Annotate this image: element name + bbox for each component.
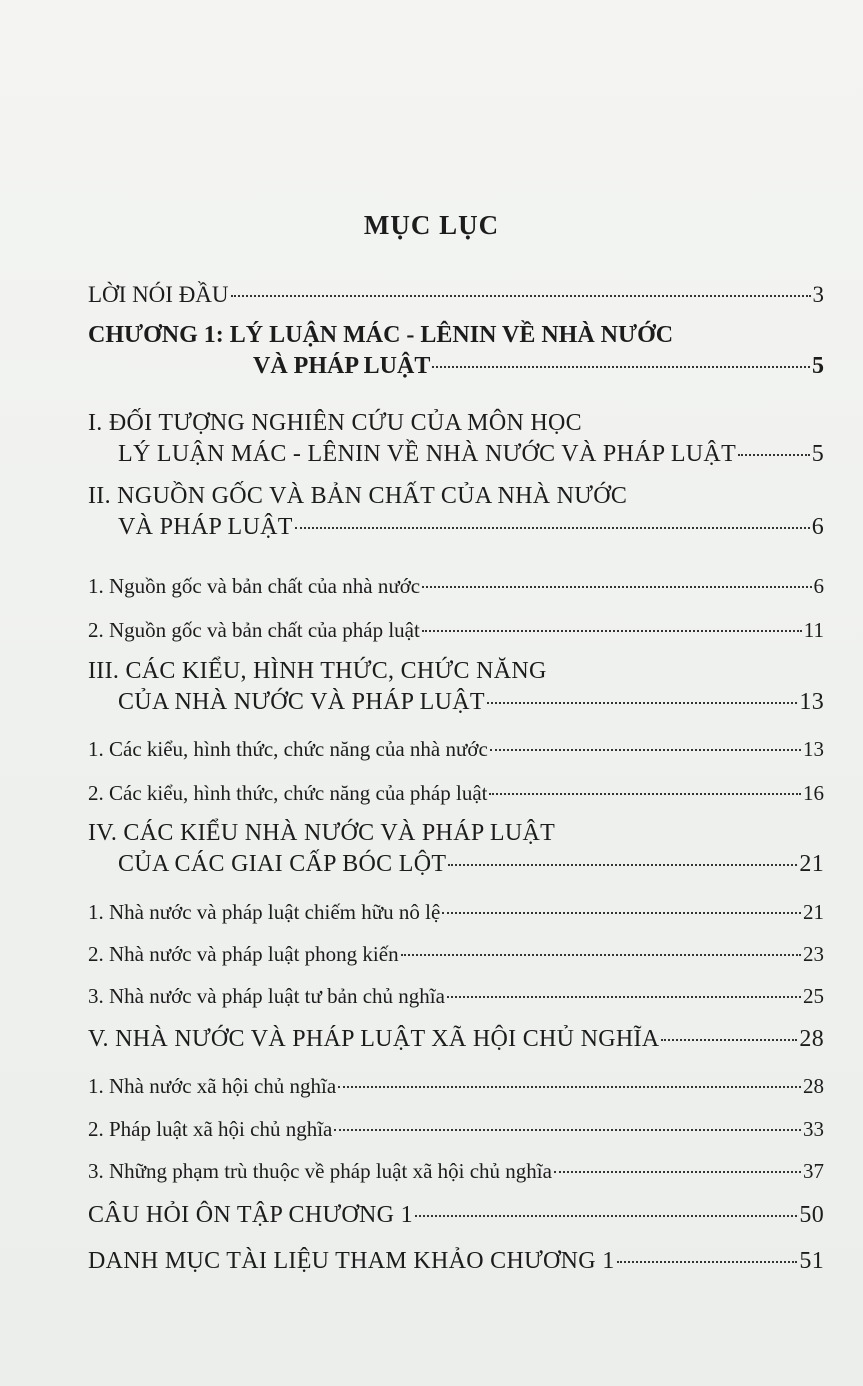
- toc-page-number: 6: [813, 574, 824, 598]
- toc-page-number: 21: [803, 900, 824, 924]
- toc-page-number: 3: [812, 282, 824, 307]
- toc-entry-item: [88, 984, 824, 1009]
- toc-leader-dots: [489, 793, 801, 795]
- toc-entry-text: CÂU HỎI ÔN TẬP CHƯƠNG 1: [88, 1202, 413, 1228]
- toc-page-number: 13: [799, 689, 824, 715]
- toc-entry-item: [88, 574, 824, 599]
- toc-leader-dots: [401, 954, 801, 956]
- toc-page-number: 6: [811, 514, 824, 540]
- toc-page-number: 51: [799, 1248, 824, 1274]
- toc-entry-text-cont: CỦA NHÀ NƯỚC VÀ PHÁP LUẬT: [118, 689, 485, 715]
- toc-page-number: 25: [803, 984, 824, 1008]
- toc-entry-section-2: [88, 483, 824, 541]
- toc-page-number: 23: [803, 942, 824, 966]
- toc-page-number: 50: [799, 1202, 824, 1228]
- toc-entry-chapter-1: [88, 322, 824, 380]
- toc-entry-item: [88, 781, 824, 806]
- toc-entry-text-cont: VÀ PHÁP LUẬT: [118, 514, 293, 540]
- toc-entry-text: 2. Các kiểu, hình thức, chức năng của pháp luật: [88, 781, 488, 805]
- toc-entry-text: IV. CÁC KIỂU NHÀ NƯỚC VÀ PHÁP LUẬT: [88, 820, 556, 846]
- toc-leader-dots: [554, 1171, 801, 1173]
- toc-leader-dots: [442, 912, 801, 914]
- toc-entry-review-questions: [88, 1202, 824, 1229]
- toc-leader-dots: [334, 1129, 801, 1131]
- toc-entry-text-cont: VÀ PHÁP LUẬT: [253, 353, 431, 379]
- toc-entry-text: 1. Nhà nước và pháp luật chiếm hữu nô lệ: [88, 900, 441, 924]
- toc-entry-item: [88, 1074, 824, 1099]
- toc-entry-text: DANH MỤC TÀI LIỆU THAM KHẢO CHƯƠNG 1: [88, 1248, 615, 1274]
- toc-page-number: 33: [803, 1117, 824, 1141]
- toc-leader-dots: [422, 586, 811, 588]
- toc-entry-text: 1. Nhà nước xã hội chủ nghĩa: [88, 1074, 337, 1098]
- toc-leader-dots: [415, 1215, 798, 1217]
- toc-leader-dots: [738, 454, 810, 456]
- toc-leader-dots: [490, 749, 801, 751]
- toc-entry-text: 1. Nguồn gốc và bản chất của nhà nước: [88, 574, 421, 598]
- toc-page-number: 37: [803, 1159, 824, 1183]
- toc-entry-text-cont: CỦA CÁC GIAI CẤP BÓC LỘT: [118, 851, 447, 877]
- toc-leader-dots: [661, 1039, 797, 1041]
- toc-leader-dots: [422, 630, 802, 632]
- toc-entry-text: 3. Nhà nước và pháp luật tư bản chủ nghĩa: [88, 984, 445, 1008]
- toc-entry-item: [88, 900, 824, 925]
- toc-page-number: 5: [811, 441, 824, 467]
- toc-leader-dots: [447, 996, 801, 998]
- toc-entry-item: [88, 618, 824, 643]
- toc-entry-text: 2. Nhà nước và pháp luật phong kiến: [88, 942, 399, 966]
- toc-entry-text: II. NGUỒN GỐC VÀ BẢN CHẤT CỦA NHÀ NƯỚC: [88, 483, 628, 509]
- toc-page-number: 5: [812, 353, 824, 379]
- toc-entry-item: [88, 737, 824, 762]
- page-title: MỤC LỤC: [363, 210, 500, 240]
- toc-entry-preface: [88, 282, 824, 308]
- toc-leader-dots: [432, 366, 810, 368]
- toc-page-number: 13: [803, 737, 824, 761]
- toc-page-number: 21: [799, 851, 824, 877]
- toc-entry-text: V. NHÀ NƯỚC VÀ PHÁP LUẬT XÃ HỘI CHỦ NGHĨA: [88, 1026, 660, 1052]
- toc-entry-section-3: [88, 658, 824, 716]
- toc-page-number: 16: [803, 781, 824, 805]
- toc-entry-item: [88, 1117, 824, 1142]
- toc-leader-dots: [448, 864, 797, 866]
- toc-entry-section-5: [88, 1026, 824, 1053]
- toc-entry-item: [88, 942, 824, 967]
- toc-entry-text: I. ĐỐI TƯỢNG NGHIÊN CỨU CỦA MÔN HỌC: [88, 410, 582, 436]
- toc-entry-text: CHƯƠNG 1: LÝ LUẬN MÁC - LÊNIN VỀ NHÀ NƯỚC: [88, 322, 674, 348]
- toc-leader-dots: [487, 702, 798, 704]
- toc-page-number: 28: [803, 1074, 824, 1098]
- toc-leader-dots: [617, 1261, 798, 1263]
- toc-entry-item: [88, 1159, 824, 1184]
- toc-leader-dots: [231, 295, 811, 297]
- toc-leader-dots: [338, 1086, 801, 1088]
- toc-page-number: 28: [799, 1026, 824, 1052]
- toc-entry-section-1: [88, 410, 824, 468]
- toc-entry-text: 3. Những phạm trù thuộc về pháp luật xã hội chủ nghĩa: [88, 1159, 552, 1183]
- toc-leader-dots: [295, 527, 810, 529]
- toc-entry-references: [88, 1248, 824, 1275]
- toc-entry-text: III. CÁC KIỂU, HÌNH THỨC, CHỨC NĂNG: [88, 658, 547, 684]
- toc-page-number: 11: [803, 618, 824, 642]
- toc-entry-text: 2. Nguồn gốc và bản chất của pháp luật: [88, 618, 420, 642]
- toc-entry-text: LỜI NÓI ĐẦU: [88, 282, 229, 307]
- toc-entry-section-4: [88, 820, 824, 878]
- toc-entry-text-cont: LÝ LUẬN MÁC - LÊNIN VỀ NHÀ NƯỚC VÀ PHÁP LUẬT: [118, 441, 737, 467]
- toc-entry-text: 2. Pháp luật xã hội chủ nghĩa: [88, 1117, 333, 1141]
- toc-entry-text: 1. Các kiểu, hình thức, chức năng của nhà nước: [88, 737, 488, 761]
